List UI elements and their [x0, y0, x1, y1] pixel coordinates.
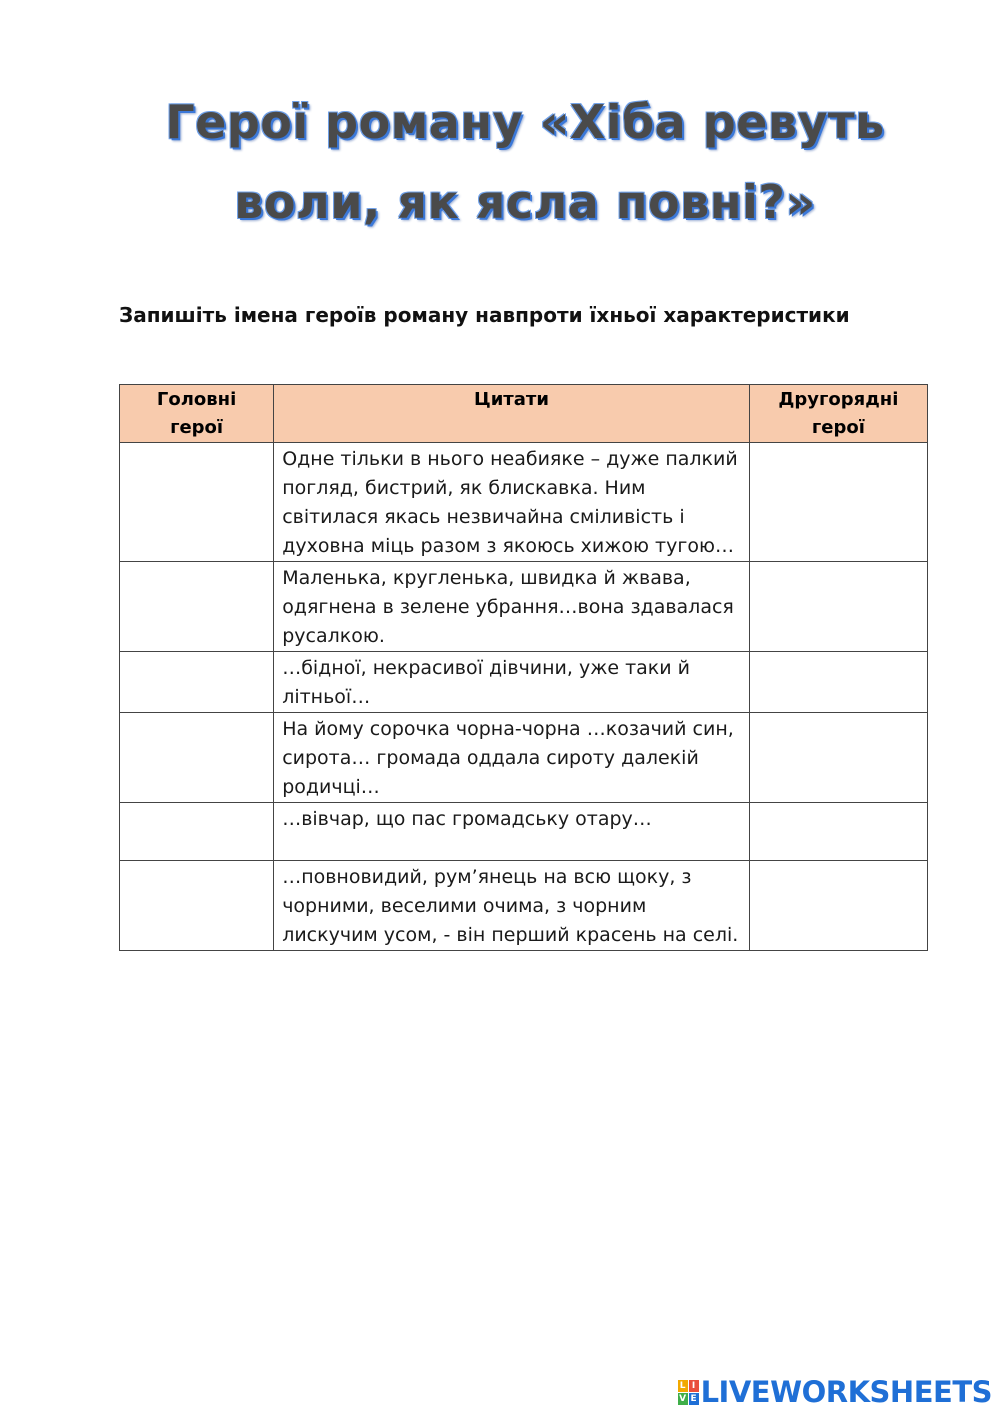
quote-cell: …повновидий, рум’янець на всю щоку, з чорними, веселими очима, з чорним лискучим усом, - він перший красень на селі. — [274, 861, 750, 951]
logo-letter: E — [690, 1393, 697, 1404]
logo-letter: V — [679, 1393, 687, 1404]
table-row — [120, 443, 928, 562]
quote-cell: …вівчар, що пас громадську отару… — [274, 803, 750, 861]
heroes-table — [119, 384, 928, 951]
table-row — [120, 861, 928, 951]
main-hero-answer-cell[interactable] — [120, 652, 274, 713]
table-row — [120, 562, 928, 652]
quote-cell: Одне тільки в нього неабияке – дуже палкий погляд, бистрий, як блискавка. Ним світилася якась незвичайна сміливість і духовна міць разом з якоюсь хижою тугою… — [274, 443, 750, 562]
secondary-hero-answer-cell[interactable] — [749, 652, 927, 713]
secondary-hero-answer-cell[interactable] — [749, 713, 927, 803]
header-quotes: Цитати — [274, 385, 750, 443]
watermark-text: LIVEWORKSHEETS — [700, 1375, 992, 1409]
title-line-2: воли, як ясла повні?» — [234, 175, 816, 229]
quote-cell: На йому сорочка чорна-чорна …козачий син, сирота… громада оддала сироту далекій родичці… — [274, 713, 750, 803]
main-hero-answer-cell[interactable] — [120, 861, 274, 951]
main-hero-answer-cell[interactable] — [120, 562, 274, 652]
quote-cell: …бідної, некрасивої дівчини, уже таки й літньої… — [274, 652, 750, 713]
liveworksheets-logo-icon — [678, 1380, 699, 1405]
logo-letter: L — [678, 1380, 688, 1392]
secondary-hero-answer-cell[interactable] — [749, 803, 927, 861]
secondary-hero-answer-cell[interactable] — [749, 443, 927, 562]
main-hero-answer-cell[interactable] — [120, 713, 274, 803]
table-row — [120, 713, 928, 803]
logo-letter: I — [689, 1380, 699, 1392]
header-main-heroes: Головні герої — [120, 385, 274, 443]
table-header-row — [120, 385, 928, 443]
table-row — [120, 803, 928, 861]
secondary-hero-answer-cell[interactable] — [749, 861, 927, 951]
quote-cell: Маленька, кругленька, швидка й жвава, одягнена в зелене убрання…вона здавалася русалкою. — [274, 562, 750, 652]
main-hero-answer-cell[interactable] — [120, 443, 274, 562]
header-secondary-heroes: Другорядні герої — [749, 385, 927, 443]
liveworksheets-watermark — [678, 1375, 992, 1409]
secondary-hero-answer-cell[interactable] — [749, 562, 927, 652]
instruction-text: Запишіть імена героїв роману навпроти їхньої характеристики — [119, 303, 850, 327]
worksheet-title — [0, 82, 1000, 242]
main-hero-answer-cell[interactable] — [120, 803, 274, 861]
title-line-1: Герої роману «Хіба ревуть — [165, 95, 885, 149]
table-row — [120, 652, 928, 713]
